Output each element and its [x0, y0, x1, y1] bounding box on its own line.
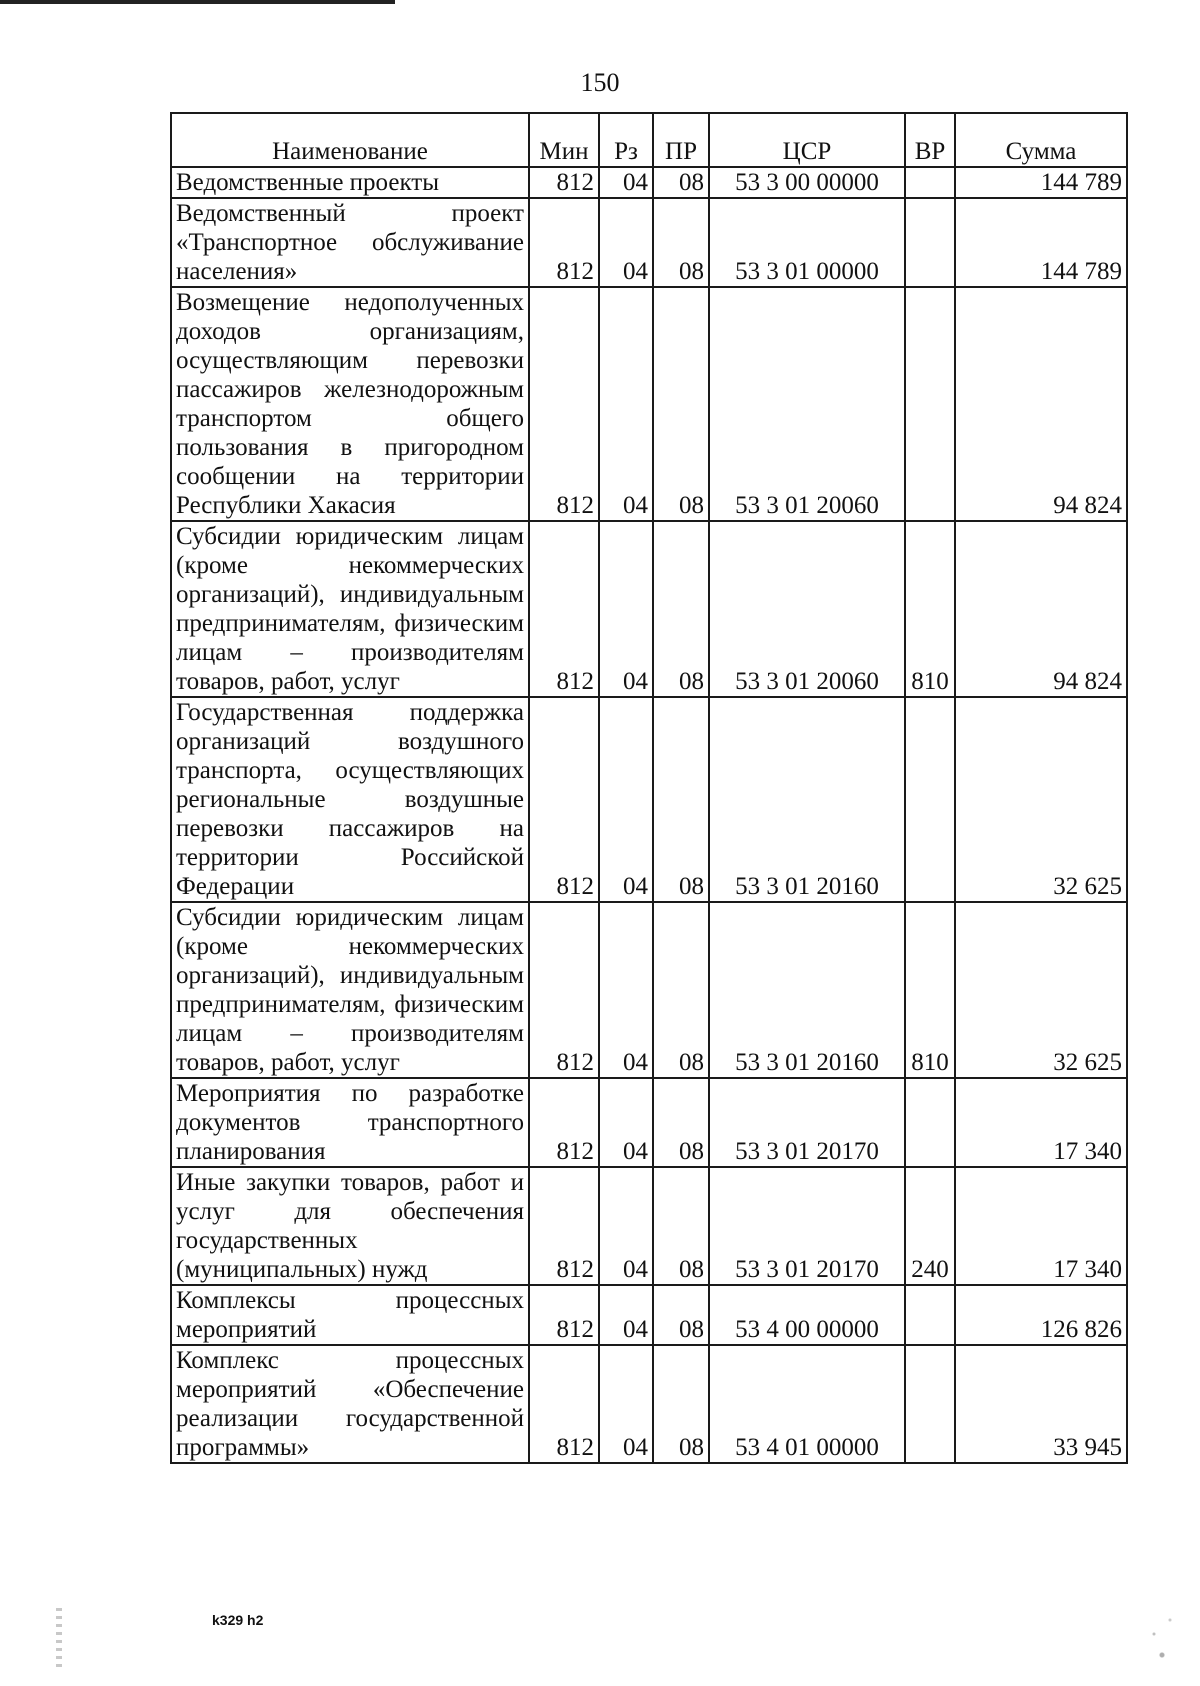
- margin-scan-mark: [56, 1608, 62, 1668]
- row-csr: 53 3 01 20160: [709, 902, 905, 1078]
- table-row: [171, 1167, 1127, 1285]
- row-pr: 08: [653, 521, 709, 697]
- row-sum: 17 340: [955, 1078, 1127, 1167]
- row-vr: [905, 287, 955, 521]
- header-sum: Сумма: [955, 113, 1127, 167]
- row-sum: 32 625: [955, 902, 1127, 1078]
- row-rz: 04: [599, 198, 653, 287]
- header-vr: ВР: [905, 113, 955, 167]
- row-sum: 32 625: [955, 697, 1127, 902]
- row-csr: 53 3 01 20170: [709, 1167, 905, 1285]
- header-name: Наименование: [171, 113, 529, 167]
- table-row: [171, 1078, 1127, 1167]
- header-pr: ПР: [653, 113, 709, 167]
- row-pr: 08: [653, 1167, 709, 1285]
- row-vr: 810: [905, 902, 955, 1078]
- row-min: 812: [529, 521, 599, 697]
- page-number: 150: [580, 68, 620, 97]
- row-vr: [905, 1285, 955, 1345]
- row-min: 812: [529, 697, 599, 902]
- row-csr: 53 3 01 20060: [709, 287, 905, 521]
- row-pr: 08: [653, 167, 709, 198]
- table-row: [171, 287, 1127, 521]
- row-vr: [905, 1345, 955, 1463]
- row-sum: 144 789: [955, 198, 1127, 287]
- row-csr: 53 3 01 00000: [709, 198, 905, 287]
- row-name: Ведомственные проекты: [171, 167, 529, 198]
- row-vr: 810: [905, 521, 955, 697]
- table-row: [171, 1285, 1127, 1345]
- row-vr: [905, 1078, 955, 1167]
- row-pr: 08: [653, 287, 709, 521]
- table-row: [171, 198, 1127, 287]
- row-pr: 08: [653, 1285, 709, 1345]
- scan-speck: [1142, 1606, 1182, 1676]
- row-pr: 08: [653, 902, 709, 1078]
- row-min: 812: [529, 1285, 599, 1345]
- row-pr: 08: [653, 697, 709, 902]
- row-pr: 08: [653, 1078, 709, 1167]
- row-sum: 33 945: [955, 1345, 1127, 1463]
- row-sum: 94 824: [955, 521, 1127, 697]
- row-pr: 08: [653, 198, 709, 287]
- row-vr: 240: [905, 1167, 955, 1285]
- table-row: [171, 902, 1127, 1078]
- row-name: Комплексы процессных мероприятий: [171, 1285, 529, 1345]
- header-csr: ЦСР: [709, 113, 905, 167]
- row-pr: 08: [653, 1345, 709, 1463]
- footer-code: k329 h2: [212, 1612, 264, 1628]
- row-min: 812: [529, 1345, 599, 1463]
- row-rz: 04: [599, 697, 653, 902]
- row-name: Субсидии юридическим лицам (кроме некоммерческих организаций), индивидуальным предпринимателям, физическим лицам – производителям товаров, работ, услуг: [171, 902, 529, 1078]
- row-rz: 04: [599, 902, 653, 1078]
- row-csr: 53 3 00 00000: [709, 167, 905, 198]
- row-name: Государственная поддержка организаций воздушного транспорта, осуществляющих региональные воздушные перевозки пассажиров на территории Российской Федерации: [171, 697, 529, 902]
- row-sum: 17 340: [955, 1167, 1127, 1285]
- row-min: 812: [529, 1167, 599, 1285]
- row-name: Иные закупки товаров, работ и услуг для обеспечения государственных (муниципальных) нужд: [171, 1167, 529, 1285]
- row-sum: 126 826: [955, 1285, 1127, 1345]
- row-name: Мероприятия по разработке документов транспортного планирования: [171, 1078, 529, 1167]
- row-sum: 94 824: [955, 287, 1127, 521]
- row-csr: 53 3 01 20160: [709, 697, 905, 902]
- row-rz: 04: [599, 1167, 653, 1285]
- table-header-row: [171, 113, 1127, 167]
- table-row: [171, 167, 1127, 198]
- row-csr: 53 3 01 20060: [709, 521, 905, 697]
- header-rz: Рз: [599, 113, 653, 167]
- row-rz: 04: [599, 1078, 653, 1167]
- row-min: 812: [529, 198, 599, 287]
- row-name: Возмещение недополученных доходов организациям, осуществляющим перевозки пассажиров железнодорожным транспортом общего пользования в пригородном сообщении на территории Республики Хакасия: [171, 287, 529, 521]
- budget-table: [170, 112, 1128, 1464]
- row-name: Субсидии юридическим лицам (кроме некоммерческих организаций), индивидуальным предпринимателям, физическим лицам – производителям товаров, работ, услуг: [171, 521, 529, 697]
- row-rz: 04: [599, 521, 653, 697]
- row-vr: [905, 198, 955, 287]
- row-min: 812: [529, 902, 599, 1078]
- row-rz: 04: [599, 1285, 653, 1345]
- table-row: [171, 697, 1127, 902]
- row-csr: 53 4 00 00000: [709, 1285, 905, 1345]
- row-min: 812: [529, 167, 599, 198]
- header-min: Мин: [529, 113, 599, 167]
- row-min: 812: [529, 287, 599, 521]
- row-name: Ведомственный проект «Транспортное обслуживание населения»: [171, 198, 529, 287]
- row-vr: [905, 167, 955, 198]
- row-sum: 144 789: [955, 167, 1127, 198]
- row-vr: [905, 697, 955, 902]
- table-row: [171, 1345, 1127, 1463]
- row-name: Комплекс процессных мероприятий «Обеспечение реализации государственной программы»: [171, 1345, 529, 1463]
- row-rz: 04: [599, 287, 653, 521]
- row-rz: 04: [599, 167, 653, 198]
- table-row: [171, 521, 1127, 697]
- row-rz: 04: [599, 1345, 653, 1463]
- top-rule: [0, 0, 395, 4]
- row-min: 812: [529, 1078, 599, 1167]
- row-csr: 53 3 01 20170: [709, 1078, 905, 1167]
- row-csr: 53 4 01 00000: [709, 1345, 905, 1463]
